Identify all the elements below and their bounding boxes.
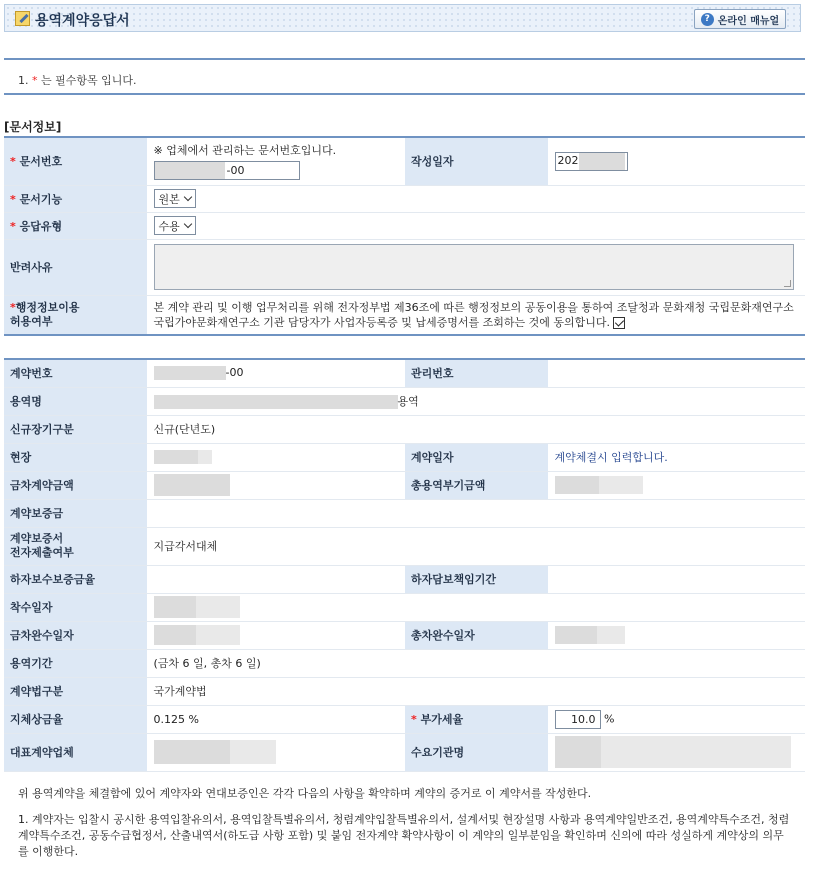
chevron-down-icon xyxy=(184,219,192,227)
total-amount-value xyxy=(548,471,805,499)
required-star: * xyxy=(32,74,38,87)
start-date-value xyxy=(147,593,805,621)
vat-rate-input[interactable]: 10.0 xyxy=(555,710,601,729)
service-name-label: 용역명 xyxy=(4,387,147,415)
doc-number-hint: ※ 업체에서 관리하는 문서번호입니다. xyxy=(153,144,337,158)
delay-rate-value: 0.125 % xyxy=(147,705,405,733)
reject-reason-label: 반려사유 xyxy=(4,239,147,295)
delay-rate-label: 지체상금율 xyxy=(4,705,147,733)
term-type-label: 신규장기구분 xyxy=(4,415,147,443)
doc-function-cell xyxy=(147,185,805,212)
created-date-cell xyxy=(548,137,805,185)
chevron-down-icon xyxy=(184,192,192,200)
subcontract-guarantee-value xyxy=(147,565,405,593)
period-value: (금차 6 일, 총차 6 일) xyxy=(147,649,805,677)
subcontract-guarantee-label: 하자보수보증금율 xyxy=(4,565,147,593)
doc-function-select[interactable]: 원본 xyxy=(154,189,196,208)
vat-rate-unit: % xyxy=(604,712,615,725)
complete-date-label: 금차완수일자 xyxy=(4,621,147,649)
admin-info-checkbox[interactable] xyxy=(613,317,625,329)
reject-reason-textarea[interactable] xyxy=(154,244,794,290)
law-type-label: 계약법구분 xyxy=(4,677,147,705)
pencil-icon xyxy=(15,11,30,26)
total-amount-label: 총용역부기금액 xyxy=(405,471,548,499)
contract-terms xyxy=(4,786,805,870)
mgmt-no-value xyxy=(548,359,805,387)
vat-rate-label: * 부가세율 xyxy=(405,705,548,733)
rep-company-value xyxy=(147,733,405,771)
vat-rate-cell xyxy=(548,705,805,733)
total-complete-date-value xyxy=(548,621,805,649)
site-value xyxy=(147,443,405,471)
guarantee-label: 계약보증서 전자제출여부 xyxy=(4,527,147,565)
mgmt-no-label: 관리번호 xyxy=(405,359,548,387)
contract-date-value: 계약체결시 입력합니다. xyxy=(548,443,805,471)
admin-info-cell xyxy=(147,295,805,335)
amount-label: 금차계약금액 xyxy=(4,471,147,499)
contract-date-label: 계약일자 xyxy=(405,443,548,471)
warranty-period-value xyxy=(548,565,805,593)
page-title: 용역계약응답서 xyxy=(35,13,130,29)
created-date-label: 작성일자 xyxy=(405,137,548,185)
demand-org-value xyxy=(548,733,805,771)
online-manual-button[interactable] xyxy=(694,9,786,29)
terms-paragraph-2: 1. 계약자는 입찰시 공시한 용역입찰유의서, 용역입찰특별유의서, 청렴계약입찰특별유의서, 설계서및 현장설명 사항과 용역계약일반조건, 용역계약특수조건, 청렴계약특수조건, 공동수급협정서, 산출내역서(하도급 사항 포함) 및 붙임 전자계약 확약사항이 이 계약의 일부분임을 확인하며 신의에 따라 성실하게 계약상의 의무를 이행한다. xyxy=(18,813,790,858)
help-icon: ? xyxy=(701,13,714,26)
warranty-period-label: 하자담보책임기간 xyxy=(405,565,548,593)
admin-info-text: 본 계약 관리 및 이행 업무처리를 위해 전자정부법 제36조에 따른 행정정보의 공동이용을 통하여 조달청과 문화재청 국립문화재연구소 국립가야문화재연구소 기관 담당자가 사업자등록증 및 납세증명서를 조회하는 것에 동의합니다. xyxy=(153,300,794,329)
doc-info-table xyxy=(4,136,805,336)
response-type-select[interactable]: 수용 xyxy=(154,216,196,235)
terms-paragraph-1: 위 용역계약을 체결함에 있어 계약자와 연대보증인은 각각 다음의 사항을 확약하며 계약의 증거로 이 계약서를 작성한다. xyxy=(18,787,592,800)
period-label: 용역기간 xyxy=(4,649,147,677)
reject-reason-cell xyxy=(147,239,805,295)
doc-number-label: * 문서번호 xyxy=(4,137,147,185)
amount-value xyxy=(147,471,405,499)
guarantee-value: 지급각서대체 xyxy=(147,527,805,565)
online-manual-label: 온라인 매뉴얼 xyxy=(717,15,780,27)
demand-org-label: 수요기관명 xyxy=(405,733,548,771)
doc-number-cell xyxy=(147,137,405,185)
contract-no-value: -00 xyxy=(147,359,405,387)
doc-function-label: * 문서기능 xyxy=(4,185,147,212)
start-date-label: 착수일자 xyxy=(4,593,147,621)
response-type-label: * 응답유형 xyxy=(4,212,147,239)
page-header xyxy=(4,4,801,32)
complete-date-value xyxy=(147,621,405,649)
rep-company-label: 대표계약업체 xyxy=(4,733,147,771)
deposit-label: 계약보증금 xyxy=(4,499,147,527)
contract-no-label: 계약번호 xyxy=(4,359,147,387)
site-label: 현장 xyxy=(4,443,147,471)
required-notice: 1. * 는 필수항목 입니다. xyxy=(4,58,805,95)
contract-info-table xyxy=(4,358,805,772)
created-date-input[interactable]: 202 xyxy=(555,152,628,171)
service-name-value: 용역 xyxy=(147,387,805,415)
section-title-doc-info: [문서정보] xyxy=(4,120,62,134)
response-type-cell xyxy=(147,212,805,239)
deposit-value xyxy=(147,499,805,527)
law-type-value: 국가계약법 xyxy=(147,677,805,705)
doc-number-input[interactable]: -00 xyxy=(154,161,300,180)
total-complete-date-label: 총차완수일자 xyxy=(405,621,548,649)
term-type-value: 신규(단년도) xyxy=(147,415,805,443)
admin-info-label: *행정정보이용 허용여부 xyxy=(4,295,147,335)
